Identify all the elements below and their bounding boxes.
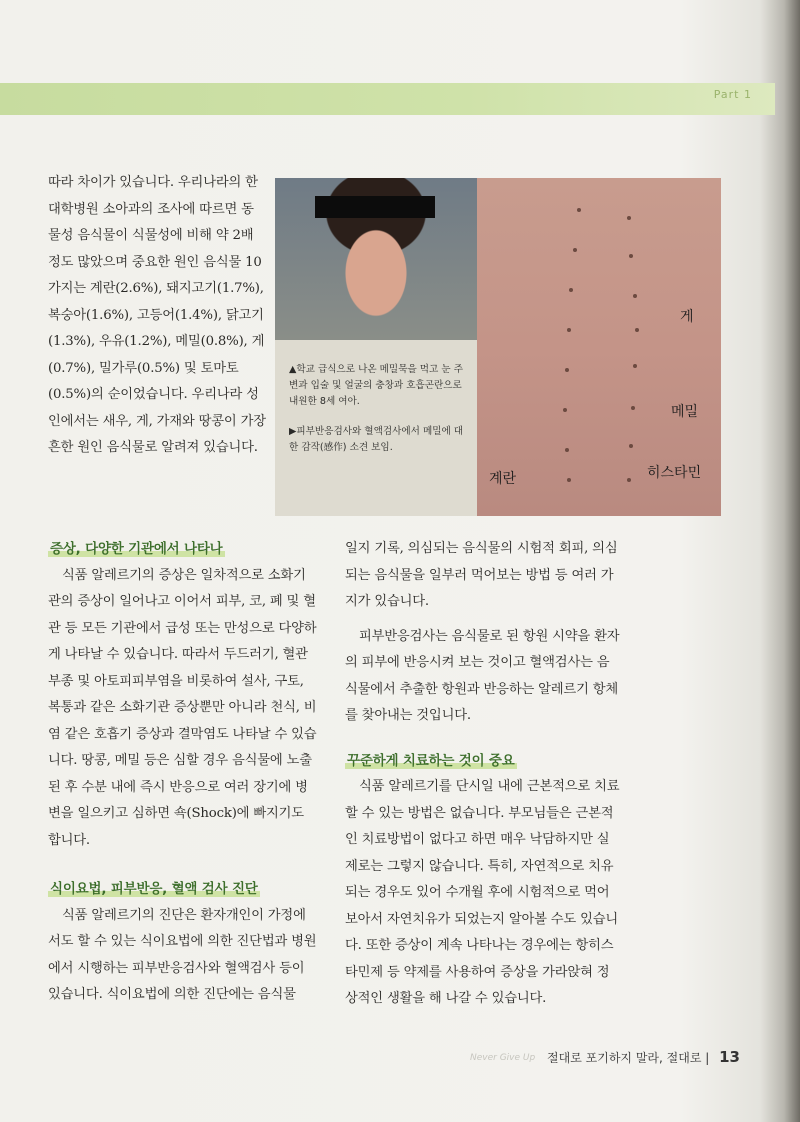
label-crab: 게 xyxy=(680,309,694,325)
intro-paragraph: 따라 차이가 있습니다. 우리나라의 한 대학병원 소아과의 조사에 따르면 동물성 음식물이 식물성에 비해 약 2배 정도 많았으며 중요한 원인 음식물 10가지는 계란(2.6%), 돼지고기(1.7%), 복숭아(1.6%), 고등어(1.4%), 닭고기(1.3%), 우유(1.2%), 메밀(0.8%), 게(0.7%), 밀가루(0.5%) 및 토마토(0.5%)의 순이었습니다. 우리나라 성인에서는 새우, 게, 가재와 땅콩이 가장 흔한 원인 음식물로 알려져 있습니다. xyxy=(48,175,266,455)
diagnosis-continued-paragraph: 일지 기록, 의심되는 음식물의 시험적 회피, 의심되는 음식물을 일부러 먹어보는 방법 등 여러 가지가 있습니다. xyxy=(345,541,618,609)
page-number: 13 xyxy=(719,1048,740,1066)
photo-caption-2: ▶피부반응검사와 혈액검사에서 메밀에 대한 감작(感作) 소견 보임. xyxy=(289,426,464,453)
header-tag: Part 1 xyxy=(713,88,752,101)
column-symptoms xyxy=(48,536,318,1009)
caption-box xyxy=(275,340,477,516)
section-heading-diagnosis: 식이요법, 피부반응, 혈액 검사 진단 xyxy=(50,881,258,897)
page-footer xyxy=(547,1048,740,1066)
treatment-paragraph: 식품 알레르기를 단시일 내에 근본적으로 치료할 수 있는 방법은 없습니다. 부모님들은 근본적인 치료방법이 없다고 하면 매우 낙담하지만 실제로는 그렇지 않습니다. 특히, 자연적으로 치유되는 경우도 있어 수개월 후에 시험적으로 먹어 보아서 자연치유가 되었는지 알아볼 수도 있습니다. 또한 증상이 계속 나타나는 경우에는 항히스타민제 등 약제를 사용하여 증상을 가라앉혀 정상적인 생활을 해 나갈 수 있습니다. xyxy=(345,779,620,1006)
label-buckwheat: 메밀 xyxy=(671,404,699,420)
skin-test-photo xyxy=(477,178,721,516)
patient-photo-panel xyxy=(275,178,477,516)
label-egg: 계란 xyxy=(489,471,517,487)
diagnosis-paragraph: 식품 알레르기의 진단은 환자개인이 가정에서도 할 수 있는 식이요법에 의한 진단법과 병원에서 시행하는 피부반응검사와 혈액검사 등이 있습니다. 식이요법에 의한 진단에는 음식물 xyxy=(48,907,317,1002)
tests-paragraph: 피부반응검사는 음식물로 된 항원 시약을 환자의 피부에 반응시켜 보는 것이고 혈액검사는 음식물에서 추출한 항원과 반응하는 알레르기 항체를 찾아내는 것입니다. xyxy=(345,628,620,723)
footer-title: 절대로 포기하지 말라, 절대로 xyxy=(547,1051,702,1065)
symptoms-paragraph: 식품 알레르기의 증상은 일차적으로 소화기관의 증상이 일어나고 이어서 피부, 코, 폐 및 혈관 등 모든 기관에서 급성 또는 만성으로 다양하게 나타날 수 있습니다. 따라서 두드러기, 혈관부종 및 아토피피부염을 비롯하여 설사, 구토, 복통과 같은 소화기관 증상뿐만 아니라 천식, 비염 같은 호흡기 증상과 결막염도 나타날 수 있습니다. 땅콩, 메밀 등은 심할 경우 음식물에 노출된 후 수분 내에 즉시 반응으로 여러 장기에 병변을 일으키고 심하면 쇽(Shock)에 빠지기도 합니다. xyxy=(48,567,317,848)
footer-ghost-text: Never Give Up xyxy=(470,1053,536,1063)
censor-bar xyxy=(315,196,435,218)
column-treatment xyxy=(345,536,620,1013)
patient-face-photo xyxy=(275,178,477,340)
column-intro xyxy=(48,170,266,462)
label-histamine: 히스타민 xyxy=(647,465,702,481)
section-heading-symptoms: 증상, 다양한 기관에서 나타나 xyxy=(50,541,223,557)
header-band xyxy=(0,83,775,115)
section-heading-treatment: 꾸준하게 치료하는 것이 중요 xyxy=(347,752,515,769)
photo-caption-1: ▲학교 급식으로 나온 메밀묵을 먹고 눈 주변과 입술 및 얼굴의 충창과 호흡곤란으로 내원한 8세 여아. xyxy=(289,364,463,407)
footer-separator: | xyxy=(705,1051,710,1065)
